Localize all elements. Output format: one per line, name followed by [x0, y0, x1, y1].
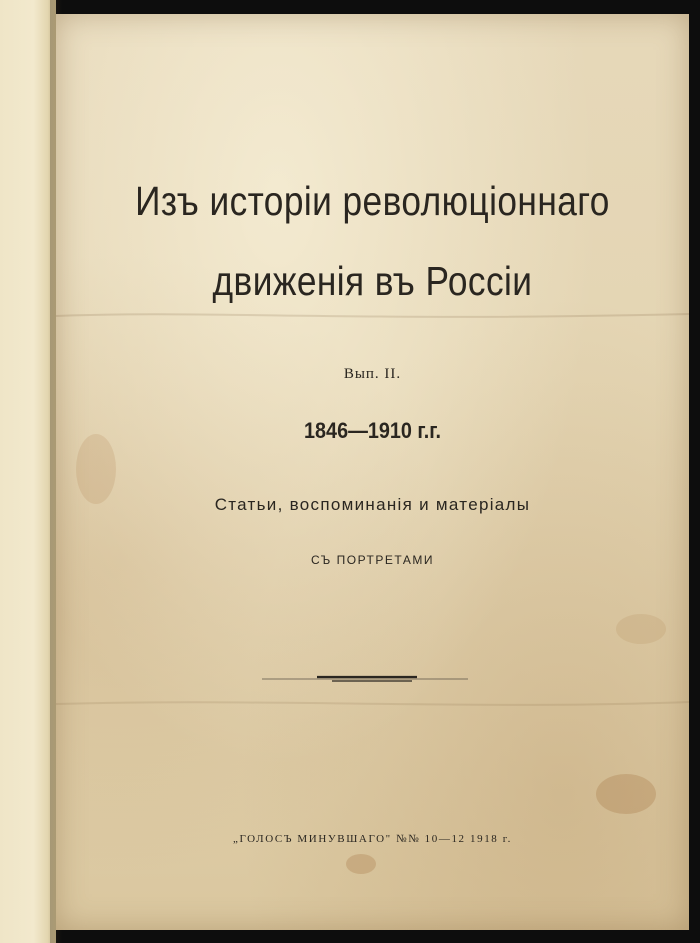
- year-range: 1846—1910 г.г.: [304, 418, 441, 443]
- paper-stain: [596, 774, 656, 814]
- paper-stain: [76, 434, 116, 504]
- paper-crease: [56, 14, 689, 930]
- decorative-rule: [262, 673, 468, 685]
- paper-stain: [616, 614, 666, 644]
- publisher-imprint: „ГОЛОСЪ МИНУВШАГО" №№ 10—12 1918 г.: [233, 833, 512, 845]
- paper-stain: [346, 854, 376, 874]
- title-page: [56, 14, 689, 930]
- portraits-note: СЪ ПОРТРЕТАМИ: [311, 553, 434, 567]
- title-line-2: движенія въ Россіи: [212, 258, 533, 304]
- left-page-edge: [0, 0, 56, 943]
- subtitle: Статьи, воспоминанія и матеріалы: [214, 495, 531, 514]
- title-line-1: Изъ исторіи революціоннаго: [135, 178, 610, 224]
- issue-number: Вып. II.: [343, 366, 402, 382]
